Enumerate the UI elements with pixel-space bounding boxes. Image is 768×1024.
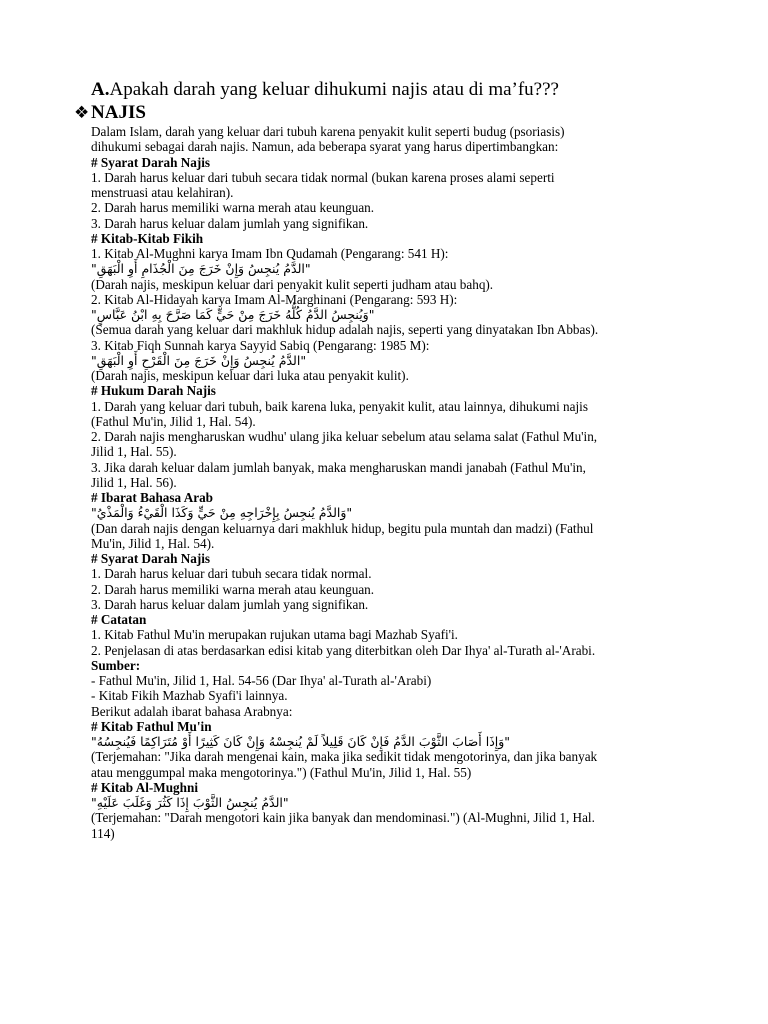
text-line: 3. Darah harus keluar dalam jumlah yang signifikan. bbox=[91, 215, 369, 231]
title-text: Apakah darah yang keluar dihukumi najis atau di ma’fu??? bbox=[109, 79, 559, 100]
text-line: 3. Kitab Fiqh Sunnah karya Sayyid Sabiq (Pengarang: 1985 M): bbox=[91, 337, 430, 353]
body-text bbox=[91, 124, 691, 841]
text-line: 3. Darah harus keluar dalam jumlah yang signifikan. bbox=[91, 596, 369, 612]
page-title bbox=[91, 78, 691, 102]
subheading: # Kitab Fathul Mu'in bbox=[91, 718, 212, 734]
subheading: # Kitab Al-Mughni bbox=[91, 779, 198, 795]
text-line: 2. Darah najis mengharuskan wudhu' ulang jika keluar sebelum atau selama salat (Fathul Mu'in, bbox=[91, 429, 598, 444]
subheading: # Ibarat Bahasa Arab bbox=[91, 490, 214, 505]
text-line: atau menggumpal maka mengotorinya.") (Fathul Mu'in, Jilid 1, Hal. 55) bbox=[91, 764, 472, 780]
text-line: (Darah najis, meskipun keluar dari luka atau penyakit kulit). bbox=[91, 368, 409, 383]
text-line: 114) bbox=[91, 825, 115, 841]
subheading: # Syarat Darah Najis bbox=[91, 154, 211, 170]
text-line: (Dan darah najis dengan keluarnya dari makhluk hidup, begitu pula muntah dan madzi) (Fathul bbox=[91, 520, 594, 536]
subheading: # Catatan bbox=[91, 612, 147, 627]
text-line: 3. Jika darah keluar dalam jumlah banyak, maka mengharuskan mandi janabah (Fathul Mu'in, bbox=[91, 459, 586, 475]
arabic-quote: "الدَّمُ يُنجِسُ وَإِنْ خَرَجَ مِنَ الْجُذَامِ أَوِ الْبَهَقِ" bbox=[91, 261, 311, 277]
arabic-quote: "وَإِذَا أَصَابَ الثَّوْبَ الدَّمُ فَإِنْ كَانَ قَلِيلاً لَمْ يُنجِسْهُ وَإِنْ كَانَ كَثِيرًا أَوْ مُتَرَاكِمًا فَيُنجِسُهُ" bbox=[91, 734, 511, 749]
text-line: Mu'in, Jilid 1, Hal. 54). bbox=[91, 535, 215, 551]
title-prefix: A. bbox=[91, 79, 110, 100]
arabic-quote: "الدَّمُ يُنجِسُ الثَّوْبَ إِذَا كَثُرَ وَغَلَبَ عَلَيْهِ" bbox=[91, 795, 289, 810]
subheading: # Syarat Darah Najis bbox=[91, 551, 211, 566]
text-line: Jilid 1, Hal. 56). bbox=[91, 474, 177, 490]
subheading: # Kitab-Kitab Fikih bbox=[91, 230, 204, 246]
text-line: 2. Darah harus memiliki warna merah atau keunguan. bbox=[91, 581, 375, 597]
text-line: Berikut adalah ibarat bahasa Arabnya: bbox=[91, 703, 293, 719]
arabic-quote: "الدَّمُ يُنجِسُ وَإِنْ خَرَجَ مِنَ الْقَرْحِ أَوِ الْبَهَقِ" bbox=[91, 352, 307, 368]
document-page bbox=[74, 78, 691, 841]
section-heading: NAJIS bbox=[91, 102, 146, 123]
text-line: (Darah najis, meskipun keluar dari penyakit kulit seperti judham atau bahq). bbox=[91, 276, 494, 292]
text-line: (Fathul Mu'in, Jilid 1, Hal. 54). bbox=[91, 413, 256, 429]
text-line: 2. Darah harus memiliki warna merah atau keunguan. bbox=[91, 200, 375, 216]
text-line: 2. Penjelasan di atas berdasarkan edisi kitab yang diterbitkan oleh Dar Ihya' al-Turath al-'Arabi. bbox=[91, 642, 596, 658]
text-line: 1. Darah harus keluar dari tubuh secara tidak normal. bbox=[91, 566, 372, 582]
text-line: 1. Kitab Al-Mughni karya Imam Ibn Qudamah (Pengarang: 541 H): bbox=[91, 246, 449, 261]
section-heading-row bbox=[74, 102, 691, 124]
text-line: dihukumi sebagai darah najis. Namun, ada beberapa syarat yang harus dipertimbangkan: bbox=[91, 139, 559, 155]
text-line: Dalam Islam, darah yang keluar dari tubuh karena penyakit kulit seperti budug (psoriasis) bbox=[91, 124, 565, 139]
text-line: - Fathul Mu'in, Jilid 1, Hal. 54-56 (Dar Ihya' al-Turath al-'Arabi) bbox=[91, 673, 432, 688]
arabic-quote: "وَيُنجِسُ الدَّمُ كُلُّهُ خَرَجَ مِنْ حَيٍّ كَمَا صَرَّحَ بِهِ ابْنُ عَبَّاسٍ" bbox=[91, 307, 375, 322]
subheading: Sumber: bbox=[91, 657, 141, 673]
text-line: 1. Darah yang keluar dari tubuh, baik karena luka, penyakit kulit, atau lainnya, dihukumi najis bbox=[91, 398, 588, 414]
text-line: 1. Kitab Fathul Mu'in merupakan rujukan utama bagi Mazhab Syafi'i. bbox=[91, 627, 458, 643]
arabic-quote: "وَالدَّمُ يُنجِسُ بِإِخْرَاجِهِ مِنْ حَيٍّ وَكَذَا الْقَيْءُ وَالْمَذْيُ" bbox=[91, 505, 353, 521]
text-line: - Kitab Fikih Mazhab Syafi'i lainnya. bbox=[91, 688, 288, 704]
diamond-ornament-icon: ❖ bbox=[74, 103, 90, 123]
text-line: 2. Kitab Al-Hidayah karya Imam Al-Marghinani (Pengarang: 593 H): bbox=[91, 291, 458, 307]
text-line: (Semua darah yang keluar dari makhluk hidup adalah najis, seperti yang dinyatakan Ibn Abbas). bbox=[91, 322, 599, 338]
text-line: Jilid 1, Hal. 55). bbox=[91, 444, 177, 460]
text-line: (Terjemahan: "Jika darah mengenai kain, maka jika sedikit tidak mengotorinya, dan jika banyak bbox=[91, 749, 598, 765]
text-line: 1. Darah harus keluar dari tubuh secara tidak normal (bukan karena proses alami seperti bbox=[91, 169, 555, 185]
text-line: (Terjemahan: "Darah mengotori kain jika banyak dan mendominasi.") (Al-Mughni, Jilid 1, Hal. bbox=[91, 810, 595, 826]
text-line: menstruasi atau kelahiran). bbox=[91, 185, 234, 200]
subheading: # Hukum Darah Najis bbox=[91, 383, 216, 399]
